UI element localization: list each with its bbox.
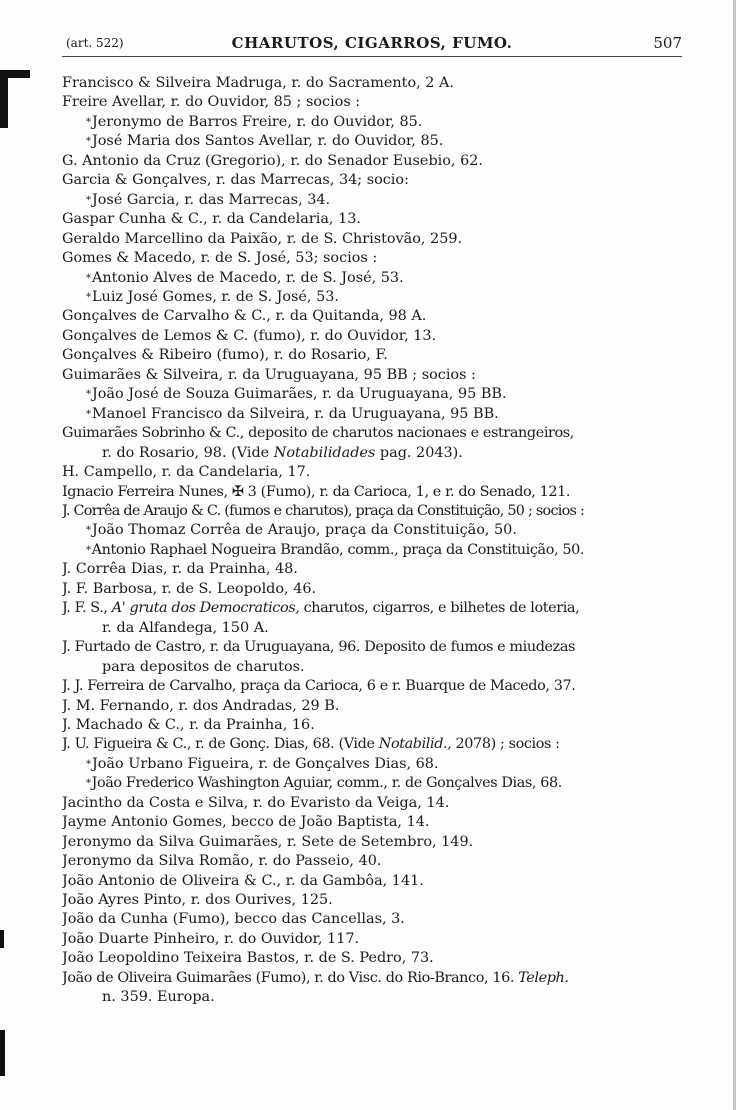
telephone-label: Teleph.	[518, 969, 569, 986]
list-item: Jayme Antonio Gomes, becco de João Baptista, 14.	[62, 814, 430, 831]
list-item: J. F. Barbosa, r. de S. Leopoldo, 46.	[62, 580, 317, 597]
list-item: para depositos de charutos.	[102, 658, 305, 675]
list-item: r. da Alfandega, 150 A.	[102, 619, 269, 636]
list-item: H. Campello, r. da Candelaria, 17.	[62, 464, 311, 481]
article-reference: (art. 522)	[66, 36, 124, 50]
list-item: Garcia & Gonçalves, r. das Marrecas, 34; socio:	[62, 172, 409, 189]
margin-mark	[0, 930, 4, 948]
list-item: Geraldo Marcellino da Paixão, r. de S. Christovão, 259.	[62, 230, 463, 247]
list-item: João Ayres Pinto, r. dos Ourives, 125.	[62, 892, 333, 909]
list-item: Gonçalves de Lemos & C. (fumo), r. do Ouvidor, 13.	[62, 327, 437, 344]
list-item: * João José de Souza Guimarães, r. da Uruguayana, 95 BB.	[62, 385, 702, 404]
margin-bracket-mark	[0, 70, 8, 128]
list-item: João Antonio de Oliveira & C., r. da Gambôa, 141.	[62, 872, 424, 889]
entry-text: r. do Rosario, 98. (Vide	[102, 444, 270, 461]
list-item: Gomes & Macedo, r. de S. José, 53; socios :	[62, 250, 378, 267]
margin-mark	[0, 1030, 5, 1076]
list-item: G. Antonio da Cruz (Gregorio), r. do Senador Eusebio, 62.	[62, 152, 483, 169]
directory-listing	[62, 74, 702, 1008]
entry-text: pag. 2043).	[379, 444, 463, 461]
list-item	[62, 444, 702, 463]
list-item: Jeronymo da Silva Romão, r. do Passeio, 40.	[62, 853, 382, 870]
section-title: CHARUTOS, CIGARROS, FUMO.	[231, 34, 513, 52]
entry-text: J. F. S.,	[62, 600, 108, 617]
list-item: J. Machado & C., r. da Prainha, 16.	[62, 716, 315, 733]
list-item: * João Frederico Washington Aguiar, comm., r. de Gonçalves Dias, 68.	[62, 774, 702, 793]
entry-text: J. U. Figueira & C., r. de Gonç. Dias, 68. (Vide	[62, 736, 375, 753]
list-item	[62, 599, 702, 618]
shop-name: A' gruta dos Democraticos,	[111, 600, 300, 617]
list-item: * Antonio Raphael Nogueira Brandão, comm., praça da Constituição, 50.	[62, 541, 702, 560]
entry-text: João de Oliveira Guimarães (Fumo), r. do Visc. do Rio-Branco, 16.	[62, 969, 515, 986]
list-item: * Luiz José Gomes, r. de S. José, 53.	[62, 288, 702, 307]
list-item: J. Corrêa de Araujo & C. (fumos e charutos), praça da Constituição, 50 ; socios :	[62, 502, 585, 519]
list-item: * Manoel Francisco da Silveira, r. da Uruguayana, 95 BB.	[62, 405, 702, 424]
list-item: J. Furtado de Castro, r. da Uruguayana, 96. Deposito de fumos e miudezas	[62, 639, 575, 656]
entry-text: 2078) ; socios :	[455, 736, 560, 753]
list-item: * Jeronymo de Barros Freire, r. do Ouvidor, 85.	[62, 113, 702, 132]
list-item: * José Maria dos Santos Avellar, r. do Ouvidor, 85.	[62, 132, 702, 151]
running-header	[62, 34, 682, 57]
list-item: Jacintho da Costa e Silva, r. do Evaristo da Veiga, 14.	[62, 794, 450, 811]
list-item: Gonçalves & Ribeiro (fumo), r. do Rosario, F.	[62, 347, 388, 364]
list-item: João Leopoldino Teixeira Bastos, r. de S. Pedro, 73.	[62, 950, 434, 967]
list-item: n. 359. Europa.	[102, 989, 215, 1006]
margin-bracket-mark	[0, 70, 30, 78]
list-item: Jeronymo da Silva Guimarães, r. Sete de Setembro, 149.	[62, 833, 474, 850]
list-item: João da Cunha (Fumo), becco das Cancellas, 3.	[62, 911, 405, 928]
cross-reference: Notabilid.,	[378, 736, 452, 753]
page-number: 507	[653, 34, 682, 52]
list-item: * João Urbano Figueira, r. de Gonçalves Dias, 68.	[62, 755, 702, 774]
cross-reference: Notabilidades	[273, 444, 376, 461]
list-item: J. Corrêa Dias, r. da Prainha, 48.	[62, 561, 298, 578]
entry-text: charutos, cigarros, e bilhetes de loteria,	[303, 600, 580, 617]
list-item: * José Garcia, r. das Marrecas, 34.	[62, 191, 702, 210]
list-item: * João Thomaz Corrêa de Araujo, praça da Constituição, 50.	[62, 521, 702, 540]
list-item	[62, 735, 702, 754]
list-item: Gonçalves de Carvalho & C., r. da Quitanda, 98 A.	[62, 308, 427, 325]
list-item: Gaspar Cunha & C., r. da Candelaria, 13.	[62, 211, 361, 228]
list-item	[62, 969, 702, 988]
list-item: Freire Avellar, r. do Ouvidor, 85 ; socios :	[62, 94, 361, 111]
list-item: Guimarães & Silveira, r. da Uruguayana, 95 BB ; socios :	[62, 366, 476, 383]
list-item: Guimarães Sobrinho & C., deposito de charutos nacionaes e estrangeiros,	[62, 425, 574, 442]
list-item: Ignacio Ferreira Nunes, ✠ 3 (Fumo), r. da Carioca, 1, e r. do Senado, 121.	[62, 483, 571, 500]
list-item: João Duarte Pinheiro, r. do Ouvidor, 117.	[62, 930, 360, 947]
list-item: J. M. Fernando, r. dos Andradas, 29 B.	[62, 697, 340, 714]
list-item: * Antonio Alves de Macedo, r. de S. José, 53.	[62, 269, 702, 288]
list-item: Francisco & Silveira Madruga, r. do Sacramento, 2 A.	[62, 75, 454, 91]
list-item: J. J. Ferreira de Carvalho, praça da Carioca, 6 e r. Buarque de Macedo, 37.	[62, 678, 576, 695]
